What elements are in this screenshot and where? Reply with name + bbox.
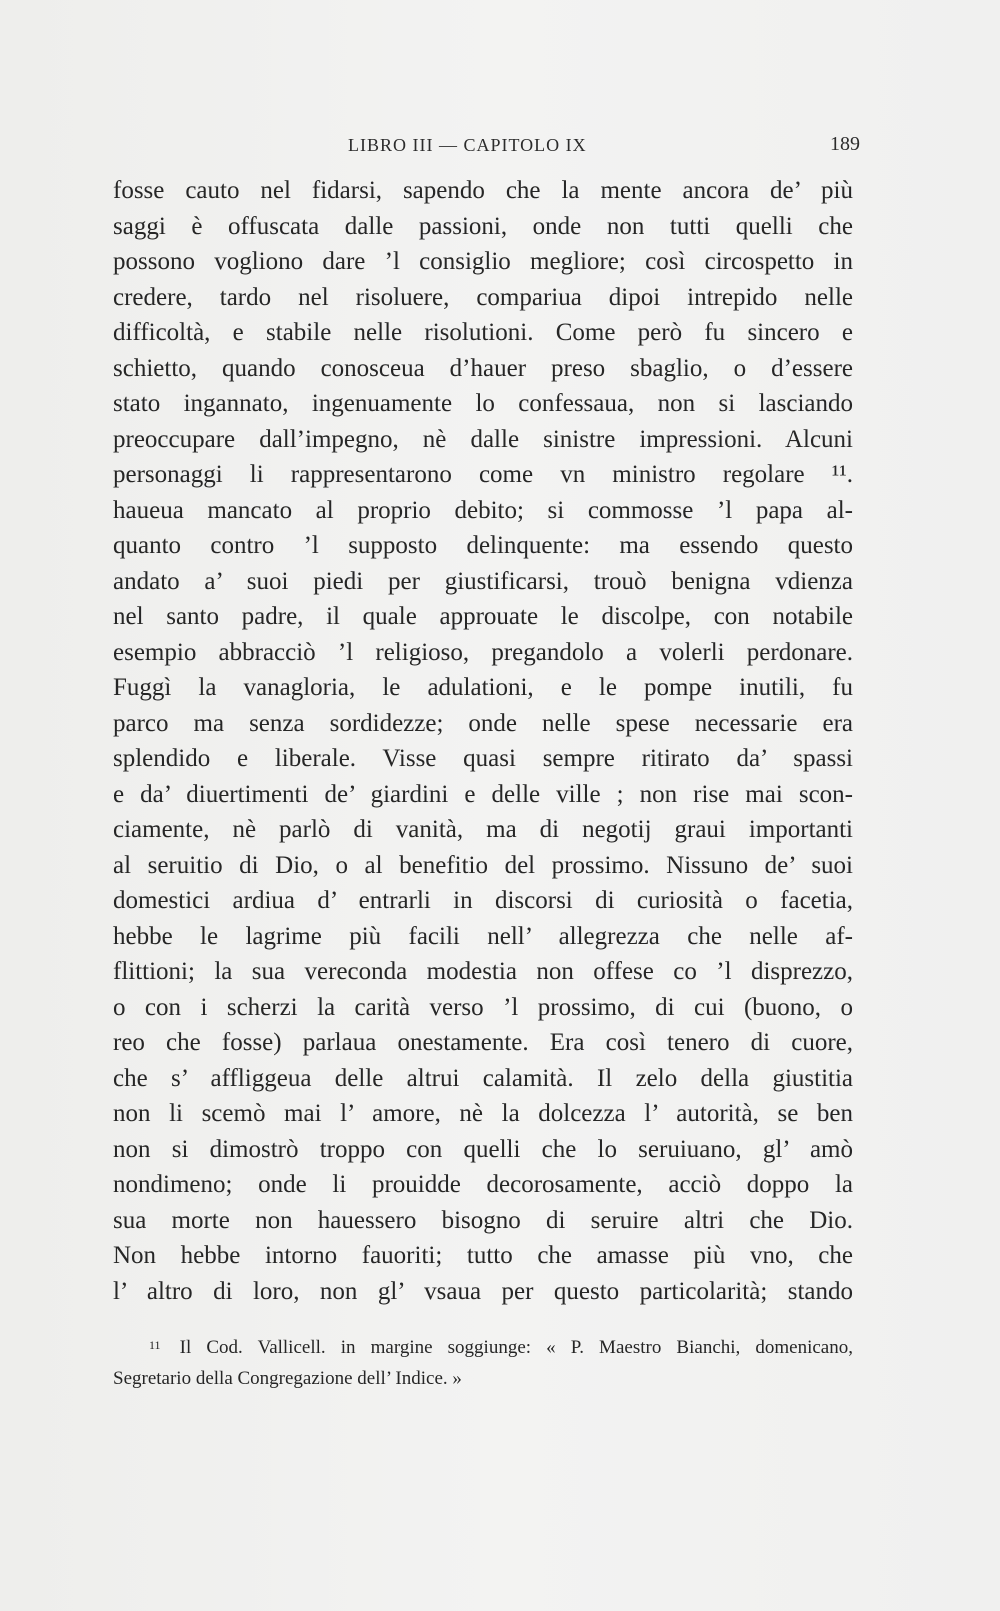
text-line: parco ma senza sordidezze; onde nelle spese necessarie era [113, 709, 853, 737]
text-line: nel santo padre, il quale approuate le discolpe, con notabile [113, 603, 853, 630]
text-line: che s’ affliggeua delle altrui calamità. Il zelo della giustitia [113, 1064, 853, 1092]
text-line: personaggi li rappresentarono come vn ministro regolare ¹¹. [113, 461, 853, 488]
footnote-line: Segretario della Congregazione dell’ Indice. » [113, 1368, 462, 1389]
text-line: quanto contro ’l supposto delinquente: ma essendo questo [113, 532, 853, 559]
text-line: non si dimostrò troppo con quelli che lo seruiuano, gl’ amò [113, 1135, 853, 1163]
text-line: flittioni; la sua vereconda modestia non offese co ’l disprezzo, [113, 958, 853, 985]
footnote-wrap [113, 1337, 853, 1358]
text-line: andato a’ suoi piedi per giustificarsi, trouò benigna vdienza [113, 567, 853, 595]
footnote-text: Il Cod. Vallicell. in margine soggiunge: « P. Maestro Bianchi, domenicano, [179, 1337, 853, 1358]
text-line: credere, tardo nel risoluere, compariua dipoi intrepido nelle [113, 283, 853, 311]
text-line: Non hebbe intorno fauoriti; tutto che amasse più vno, che [113, 1242, 853, 1269]
main-text [113, 173, 853, 1309]
text-line: hebbe le lagrime più facili nell’ allegrezza che nelle af- [113, 922, 853, 950]
footnotes [113, 1328, 853, 1396]
text-line: possono vogliono dare ’l consiglio megliore; così circospetto in [113, 248, 853, 275]
text-line: esempio abbracciò ’l religioso, pregandolo a volerli perdonare. [113, 638, 853, 666]
text-line: reo che fosse) parlaua onestamente. Era così tenero di cuore, [113, 1029, 853, 1056]
text-line: stato ingannato, ingenuamente lo confessaua, non si lasciando [113, 390, 853, 417]
footnote-marker: 11 [149, 1338, 161, 1352]
running-head [348, 135, 860, 161]
text-line: preoccupare dall’impegno, nè dalle sinistre impressioni. Alcuni [113, 425, 853, 453]
text-line: domestici ardiua d’ entrarli in discorsi di curiosità o facetia, [113, 887, 853, 914]
text-line: ciamente, nè parlò di vanità, ma di negotij graui importanti [113, 816, 853, 843]
text-line: e da’ diuertimenti de’ giardini e delle ville ; non rise mai scon- [113, 780, 853, 808]
text-line: non li scemò mai l’ amore, nè la dolcezza l’ autorità, se ben [113, 1100, 853, 1127]
text-line: difficoltà, e stabile nelle risolutioni. Come però fu sincero e [113, 319, 853, 346]
text-line: splendido e liberale. Visse quasi sempre ritirato da’ spassi [113, 745, 853, 772]
text-line: fosse cauto nel fidarsi, sapendo che la mente ancora de’ più [113, 177, 853, 204]
text-line: saggi è offuscata dalle passioni, onde non tutti quelli che [113, 212, 853, 240]
running-head-title: LIBRO III — CAPITOLO IX [348, 135, 587, 155]
text-line: l’ altro di loro, non gl’ vsaua per questo particolarità; stando [113, 1277, 853, 1305]
text-line: Fuggì la vanagloria, le adulationi, e le pompe inutili, fu [113, 674, 853, 701]
text-line: o con i scherzi la carità verso ’l prossimo, di cui (buono, o [113, 993, 853, 1021]
text-line: al seruitio di Dio, o al benefitio del prossimo. Nissuno de’ suoi [113, 851, 853, 879]
text-line: nondimeno; onde li prouidde decorosamente, acciò doppo la [113, 1171, 853, 1198]
footnote-line [113, 1328, 853, 1362]
text-line: haueua mancato al proprio debito; si commosse ’l papa al- [113, 496, 853, 524]
text-line: schietto, quando conosceua d’hauer preso sbaglio, o d’essere [113, 354, 853, 382]
text-line: sua morte non hauessero bisogno di seruire altri che Dio. [113, 1206, 853, 1234]
page-number: 189 [830, 133, 860, 155]
